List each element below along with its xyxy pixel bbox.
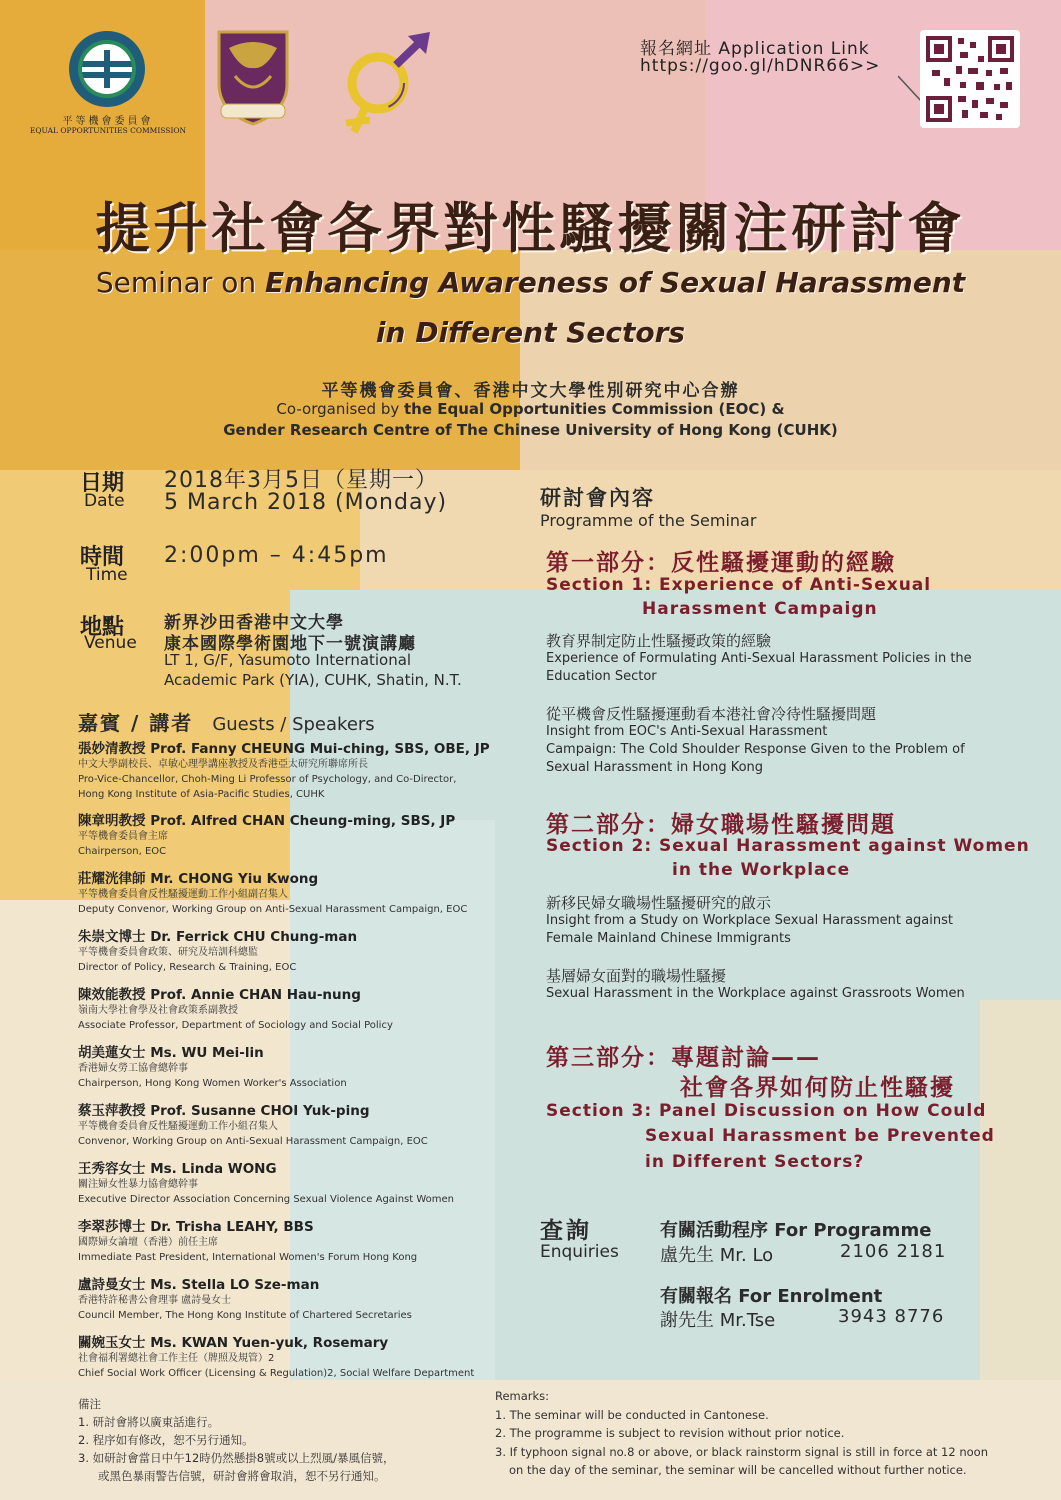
speaker-title-en: Council Member, The Hong Kong Institute of Chartered Secretaries xyxy=(78,1310,412,1321)
speakers-heading-en: Guests / Speakers xyxy=(212,714,375,735)
section3-title-en2: Sexual Harassment be Prevented xyxy=(645,1126,995,1146)
organisers-en-line1 xyxy=(0,400,1061,418)
notes-en-2: 2. The programme is subject to revision without prior notice. xyxy=(495,1426,845,1440)
notes-en-3: 3. If typhoon signal no.8 or above, or black rainstorm signal is still in force at 12 noon xyxy=(495,1444,988,1459)
s2-item1-cn: 新移民婦女職場性騷擾研究的啟示 xyxy=(546,894,772,912)
speaker-title-en: Deputy Convenor, Working Group on Anti-Sexual Harassment Campaign, EOC xyxy=(78,904,468,915)
section1-title-en1: Section 1: Experience of Anti-Sexual xyxy=(546,575,932,595)
speaker-10 xyxy=(78,1331,518,1389)
speaker-title-en: Convenor, Working Group on Anti-Sexual Harassment Campaign, EOC xyxy=(78,1136,428,1147)
speaker-title-cn: 嶺南大學社會學及社會政策系副教授 xyxy=(78,1005,238,1016)
speaker-title-cn: 社會福利署總社會工作主任（牌照及規管）2 xyxy=(78,1353,275,1364)
speaker-name: 胡美蓮女士 Ms. WU Mei-lin xyxy=(78,1045,264,1061)
venue-label-cn: 地點 xyxy=(80,615,125,640)
title-en-line2: in Different Sectors xyxy=(375,316,686,349)
section3-title-cn1: 第三部分：專題討論—— xyxy=(546,1045,821,1071)
speaker-3 xyxy=(78,925,518,983)
speaker-title-cn: 香港特許秘書公會理事 盧詩曼女士 xyxy=(78,1295,232,1306)
speaker-5 xyxy=(78,1041,518,1099)
venue-label-en: Venue xyxy=(84,633,137,653)
enquiries-label-en: Enquiries xyxy=(540,1242,619,1262)
s2-item1-en1: Insight from a Study on Workplace Sexual Harassment against xyxy=(546,913,953,928)
notes-cn-3: 3. 如研討會當日中午12時仍然懸掛8號或以上烈風/暴風信號， xyxy=(78,1451,395,1465)
speaker-name: 王秀容女士 Ms. Linda WONG xyxy=(78,1161,277,1177)
venue-line4: Academic Park (YIA), CUHK, Shatin, N.T. xyxy=(164,671,462,689)
section3-title-en1: Section 3: Panel Discussion on How Could xyxy=(546,1101,987,1121)
bg-pale-right xyxy=(980,1000,1061,1380)
venue-line2: 康本國際學術園地下一號演講廳 xyxy=(164,634,416,654)
s1-item1-en1: Experience of Formulating Anti-Sexual Harassment Policies in the xyxy=(546,651,972,666)
speaker-title-en: Pro-Vice-Chancellor, Choh-Ming Li Professor of Psychology, and Co-Director, xyxy=(78,774,457,785)
notes-en-1: 1. The seminar will be conducted in Cantonese. xyxy=(495,1407,769,1422)
speaker-title-en: Immediate Past President, International Women's Forum Hong Kong xyxy=(78,1252,418,1263)
enquiry-programme-label: 有關活動程序 For Programme xyxy=(660,1220,932,1241)
section1-title-en2: Harassment Campaign xyxy=(642,599,878,619)
speaker-title-en: Executive Director Association Concerning Sexual Violence Against Women xyxy=(78,1194,455,1205)
s1-item2-en1: Insight from EOC's Anti-Sexual Harassment xyxy=(546,724,828,739)
speaker-name: 盧詩曼女士 Ms. Stella LO Sze-man xyxy=(78,1277,320,1293)
speaker-title-cn: 中文大學副校長、卓敏心理學講座教授及香港亞太研究所聯席所長 xyxy=(78,759,368,770)
speaker-title-cn: 香港婦女勞工協會總幹事 xyxy=(78,1063,188,1074)
programme-heading-cn: 研討會內容 xyxy=(540,486,655,510)
speakers-list xyxy=(78,737,518,1389)
speaker-title-cn: 平等機會委員會政策、研究及培訓科總監 xyxy=(78,947,258,958)
date-value-en: 5 March 2018 (Monday) xyxy=(164,490,448,515)
title-en-prefix: Seminar on xyxy=(95,266,266,299)
speaker-name: 蔡玉萍教授 Prof. Susanne CHOI Yuk-ping xyxy=(78,1103,370,1119)
section2-title-en1: Section 2: Sexual Harassment against Women xyxy=(546,836,1030,856)
speaker-1 xyxy=(78,809,518,867)
gender-symbol-icon xyxy=(330,28,440,142)
speaker-title-cn: 平等機會委員會主席 xyxy=(78,831,168,842)
eoc-logo xyxy=(28,30,188,140)
speaker-title-cn: 關注婦女性暴力協會總幹事 xyxy=(78,1179,198,1190)
application-url[interactable]: https://goo.gl/hDNR66>> xyxy=(640,56,881,76)
s1-item2-en2: Campaign: The Cold Shoulder Response Given to the Problem of xyxy=(546,742,965,757)
organisers-eoc: the Equal Opportunities Commission (EOC) & xyxy=(404,400,785,418)
enquiries-label-cn: 查詢 xyxy=(540,1218,592,1244)
date-value-cn: 2018年3月5日（星期一） xyxy=(164,468,438,493)
speaker-name: 朱崇文博士 Dr. Ferrick CHU Chung-man xyxy=(78,929,358,945)
enquiry-enrol-label: 有關報名 For Enrolment xyxy=(660,1286,883,1307)
eoc-logo-icon xyxy=(68,30,146,108)
title-cn: 提升社會各界對性騷擾關注研討會 xyxy=(95,197,966,260)
eoc-name-cn: 平等機會委員會 xyxy=(62,116,154,127)
qr-code-icon[interactable] xyxy=(920,30,1020,128)
speaker-8 xyxy=(78,1215,518,1273)
speakers-heading xyxy=(78,707,375,736)
venue-line3: LT 1, G/F, Yasumoto International xyxy=(164,651,412,669)
notes-cn xyxy=(78,1395,394,1485)
speaker-title-en: Chief Social Work Officer (Licensing & Regulation)2, Social Welfare Department xyxy=(78,1368,475,1379)
cuhk-crest-icon xyxy=(215,28,291,130)
organisers-prefix: Co-organised by xyxy=(276,400,404,418)
speaker-name: 張妙清教授 Prof. Fanny CHEUNG Mui-ching, SBS, OBE, JP xyxy=(78,741,490,757)
s1-item2-en3: Sexual Harassment in Hong Kong xyxy=(546,760,764,775)
time-label-cn: 時間 xyxy=(80,545,125,570)
speaker-title-cn: 平等機會委員會反性騷擾運動工作小組召集人 xyxy=(78,1121,278,1132)
notes-en-3b: on the day of the seminar, the seminar will be cancelled without further notice. xyxy=(509,1463,967,1477)
date-label-cn: 日期 xyxy=(80,471,125,496)
time-label-en: Time xyxy=(86,565,128,585)
organisers-en-line2: Gender Research Centre of The Chinese University of Hong Kong (CUHK) xyxy=(223,421,838,439)
speaker-title-en2: Hong Kong Institute of Asia-Pacific Studies, CUHK xyxy=(78,789,325,800)
speaker-2 xyxy=(78,867,518,925)
section3-title-cn2: 社會各界如何防止性騷擾 xyxy=(680,1075,955,1101)
title-en-line1 xyxy=(0,266,1061,299)
notes-cn-3b: 或黑色暴雨警告信號，研討會將會取消，恕不另行通知。 xyxy=(98,1469,386,1483)
speakers-heading-cn: 嘉賓 / 講者 xyxy=(78,711,194,735)
notes-cn-2: 2. 程序如有修改，恕不另行通知。 xyxy=(78,1433,254,1447)
speaker-title-cn: 平等機會委員會反性騷擾運動工作小組副召集人 xyxy=(78,889,288,900)
s1-item1-cn: 教育界制定防止性騷擾政策的經驗 xyxy=(546,632,772,650)
speaker-title-en: Chairperson, Hong Kong Women Worker's Association xyxy=(78,1078,347,1089)
enquiry-programme-name: 盧先生 Mr. Lo xyxy=(660,1245,774,1266)
speaker-title-en: Chairperson, EOC xyxy=(78,846,167,857)
speaker-title-en: Director of Policy, Research & Training, EOC xyxy=(78,962,297,973)
speaker-title-en: Associate Professor, Department of Sociology and Social Policy xyxy=(78,1020,393,1031)
organisers-cn: 平等機會委員會、香港中文大學性別研究中心合辦 xyxy=(321,381,740,401)
programme-heading-en: Programme of the Seminar xyxy=(540,511,757,530)
venue-line1: 新界沙田香港中文大學 xyxy=(164,613,344,633)
enquiry-programme-phone: 2106 2181 xyxy=(840,1241,947,1262)
notes-cn-1: 1. 研討會將以廣東話進行。 xyxy=(78,1415,220,1429)
s1-item1-en2: Education Sector xyxy=(546,669,657,684)
speaker-7 xyxy=(78,1157,518,1215)
notes-en-heading: Remarks: xyxy=(495,1389,550,1403)
title-en-emph1: Enhancing Awareness of Sexual Harassment xyxy=(265,266,966,299)
s2-item2-cn: 基層婦女面對的職場性騷擾 xyxy=(546,967,727,985)
speaker-9 xyxy=(78,1273,518,1331)
section3-title-en3: in Different Sectors? xyxy=(645,1152,865,1172)
application-label: 報名網址 Application Link xyxy=(640,39,870,59)
time-value: 2:00pm – 4:45pm xyxy=(164,543,389,568)
speaker-name: 莊耀洸律師 Mr. CHONG Yiu Kwong xyxy=(78,871,319,887)
notes-en xyxy=(495,1387,988,1480)
eoc-name-en: EQUAL OPPORTUNITIES COMMISSION xyxy=(29,126,187,135)
speaker-name: 李翠莎博士 Dr. Trisha LEAHY, BBS xyxy=(78,1219,314,1235)
enquiry-enrol-phone: 3943 8776 xyxy=(838,1306,945,1327)
s2-item2-en1: Sexual Harassment in the Workplace against Grassroots Women xyxy=(546,986,965,1001)
s2-item1-en2: Female Mainland Chinese Immigrants xyxy=(546,931,791,946)
section2-title-cn: 第二部分：婦女職場性騷擾問題 xyxy=(546,812,896,838)
s1-item2-cn: 從平機會反性騷擾運動看本港社會冷待性騷擾問題 xyxy=(546,705,877,723)
date-label-en: Date xyxy=(84,491,125,511)
speaker-name: 陳章明教授 Prof. Alfred CHAN Cheung-ming, SBS, JP xyxy=(78,813,456,829)
section1-title-cn: 第一部分：反性騷擾運動的經驗 xyxy=(546,550,896,576)
speaker-name: 陳效能教授 Prof. Annie CHAN Hau-nung xyxy=(78,987,361,1003)
speaker-0 xyxy=(78,737,518,809)
section2-title-en2: in the Workplace xyxy=(672,860,851,880)
enquiry-enrol-name: 謝先生 Mr.Tse xyxy=(660,1310,776,1331)
speaker-name: 關婉玉女士 Ms. KWAN Yuen-yuk, Rosemary xyxy=(78,1335,389,1351)
speaker-title-cn: 國際婦女論壇（香港）前任主席 xyxy=(78,1237,218,1248)
speaker-4 xyxy=(78,983,518,1041)
notes-cn-heading: 備注 xyxy=(78,1397,101,1411)
speaker-6 xyxy=(78,1099,518,1157)
